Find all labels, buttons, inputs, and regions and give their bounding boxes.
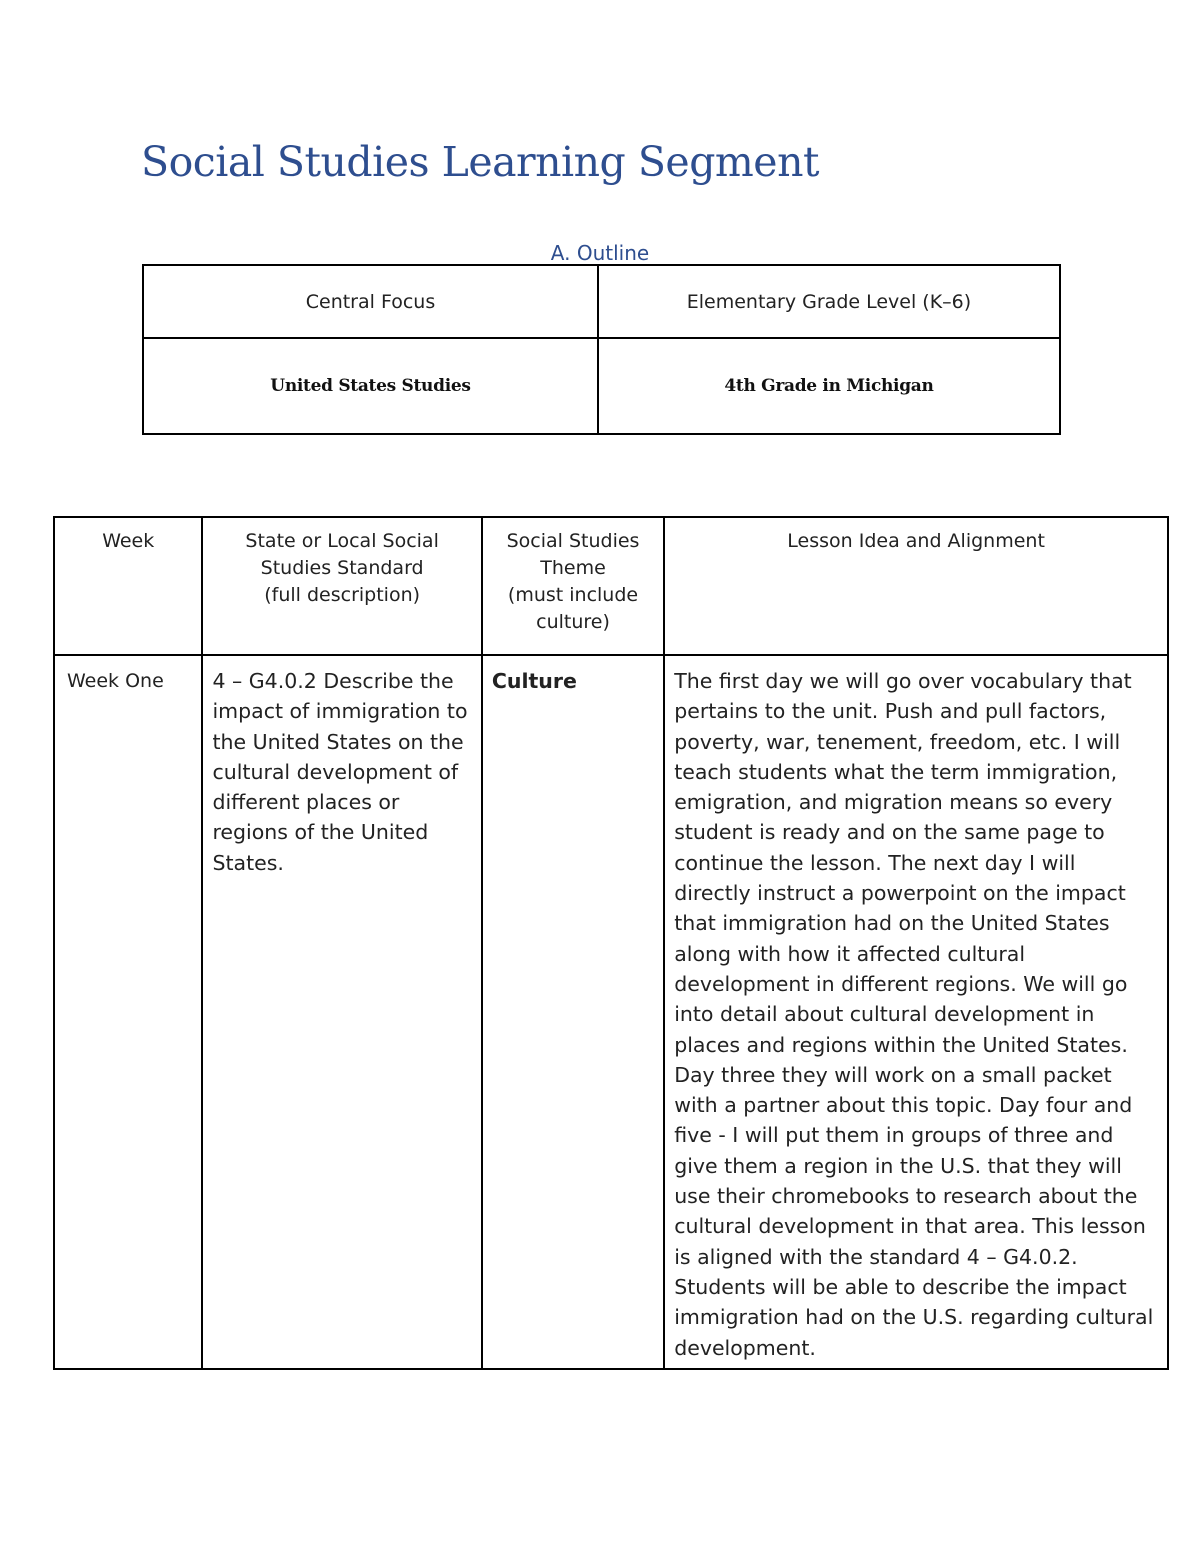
week-cell: Week One [54, 655, 202, 1369]
grade-level-value: 4th Grade in Michigan [598, 338, 1060, 434]
central-focus-header: Central Focus [143, 265, 598, 338]
theme-cell: Culture [482, 655, 664, 1369]
lesson-cell: The first day we will go over vocabulary that pertains to the unit. Push and pull factors, poverty, war, tenement, freedom, etc. I will teach students what the term immigration, emigration, and migration means so every student is ready and on the same page to continue the lesson. The next day I will directly instruct a powerpoint on the impact that immigration had on the United States along with how it affected cultural development in different regions. We will go into detail about cultural development in places and regions within the United States. Day three they will work on a small packet with a partner about this topic. Day four and five - I will put them in groups of three and give them a region in the U.S. that they will use their chromebooks to research about the cultural development in that area. This lesson is aligned with the standard 4 – G4.0.2. Students will be able to describe the impact immigration had on the U.S. regarding cultural development. [664, 655, 1168, 1369]
lesson-header: Lesson Idea and Alignment [664, 517, 1168, 655]
outline-table [142, 264, 1061, 435]
standard-header: State or Local Social Studies Standard (full description) [202, 517, 481, 655]
outline-header-row [143, 265, 1060, 338]
standard-cell: 4 – G4.0.2 Describe the impact of immigration to the United States on the cultural development of different places or regions of the United States. [202, 655, 481, 1369]
lesson-table [53, 516, 1169, 1370]
week-header: Week [54, 517, 202, 655]
grade-level-header: Elementary Grade Level (K–6) [598, 265, 1060, 338]
lesson-table-header-row [54, 517, 1168, 655]
table-row [54, 655, 1168, 1369]
page-title: Social Studies Learning Segment [141, 138, 819, 186]
outline-value-row [143, 338, 1060, 434]
section-heading: A. Outline [550, 241, 650, 265]
theme-header: Social Studies Theme (must include culture) [482, 517, 664, 655]
central-focus-value: United States Studies [143, 338, 598, 434]
